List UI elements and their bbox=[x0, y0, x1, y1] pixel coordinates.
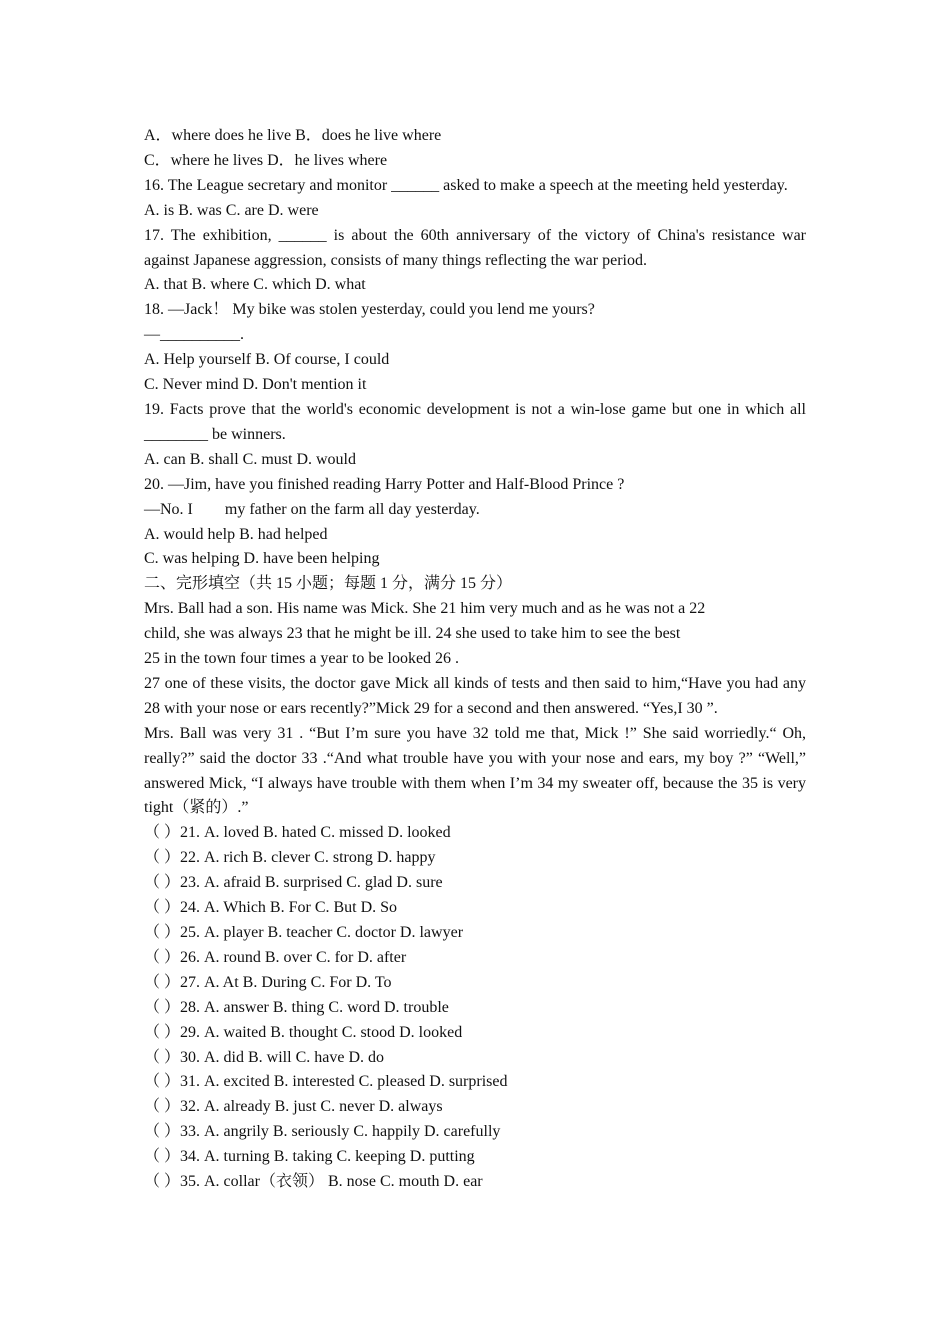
cloze-item: （ ）21. A. loved B. hated C. missed D. looked bbox=[144, 824, 451, 842]
q16-options: A. is B. was C. are D. were bbox=[144, 201, 319, 219]
question-17: 17. The exhibition, ______ is about the 60th anniversary of the victory of China's resistance war against Japanese aggression, consists of many things reflecting the war period. bbox=[144, 226, 806, 269]
cloze-item: （ ）23. A. afraid B. surprised C. glad D. sure bbox=[144, 874, 443, 892]
question-18: 18. —Jack！ My bike was stolen yesterday, could you lend me yours? bbox=[144, 301, 595, 319]
passage-line-1: Mrs. Ball had a son. His name was Mick. She 21 him very much and as he was not a 22 bbox=[144, 600, 706, 618]
q20-options-a: A. would help B. had helped bbox=[144, 525, 328, 543]
cloze-item: （ ）28. A. answer B. thing C. word D. trouble bbox=[144, 998, 449, 1016]
cloze-item: （ ）30. A. did B. will C. have D. do bbox=[144, 1048, 384, 1066]
cloze-item: （ ）25. A. player B. teacher C. doctor D. lawyer bbox=[144, 924, 464, 941]
cloze-item: （ ）33. A. angrily B. seriously C. happily D. carefully bbox=[144, 1123, 501, 1141]
document-page bbox=[144, 124, 806, 1195]
question-20: 20. —Jim, have you finished reading Harry Potter and Half-Blood Prince ? bbox=[144, 475, 625, 493]
cloze-item: （ ）34. A. turning B. taking C. keeping D. putting bbox=[144, 1148, 475, 1166]
question-16: 16. The League secretary and monitor ______ asked to make a speech at the meeting held yesterday. bbox=[144, 176, 788, 194]
cloze-item: （ ）24. A. Which B. For C. But D. So bbox=[144, 899, 398, 917]
question-19: 19. Facts prove that the world's economic development is not a win-lose game but one in which all ________ be winners. bbox=[144, 400, 806, 443]
q18-options-a: A. Help yourself B. Of course, I could bbox=[144, 351, 390, 369]
passage-paragraph-3: Mrs. Ball was very 31 . “But I’m sure you have 32 told me that, Mick !” She said worriedly.“ Oh, really?” said the doctor 33 .“And what trouble have you with your nose and ears, my boy ?” “Well,” answered Mick, “I always have trouble with them when I’m 34 my sweater off, because the 35 is very tight（紧的）.” bbox=[144, 724, 806, 817]
passage-line-3: 25 in the town four times a year to be looked 26 . bbox=[144, 650, 460, 668]
cloze-item: （ ）31. A. excited B. interested C. pleased D. surprised bbox=[144, 1073, 508, 1091]
cloze-answer-list bbox=[144, 821, 806, 1195]
cloze-item: （ ）29. A. waited B. thought C. stood D. looked bbox=[144, 1023, 463, 1041]
q17-options: A. that B. where C. which D. what bbox=[144, 276, 366, 294]
cloze-item: （ ）35. A. collar（衣领） B. nose C. mouth D. ear bbox=[144, 1173, 483, 1191]
q20-reply: —No. I my father on the farm all day yesterday. bbox=[144, 500, 480, 518]
q18-reply: —__________. bbox=[144, 326, 244, 344]
cloze-item: （ ）27. A. At B. During C. For D. To bbox=[144, 973, 392, 991]
section-heading-cloze: 二、完形填空（共 15 小题；每题 1 分，满分 15 分） bbox=[144, 575, 513, 593]
cloze-item: （ ）22. A. rich B. clever C. strong D. happy bbox=[144, 849, 436, 867]
passage-line-2: child, she was always 23 that he might be ill. 24 she used to take him to see the best bbox=[144, 625, 681, 643]
q20-options-b: C. was helping D. have been helping bbox=[144, 550, 380, 568]
cloze-item: （ ）32. A. already B. just C. never D. always bbox=[144, 1098, 443, 1116]
q18-options-b: C. Never mind D. Don't mention it bbox=[144, 376, 367, 394]
q19-options: A. can B. shall C. must D. would bbox=[144, 450, 356, 468]
q15-options-a: A．where does he live B．does he live where bbox=[144, 127, 442, 144]
q15-options-b: C．where he lives D．he lives where bbox=[144, 151, 388, 169]
passage-paragraph-2: 27 one of these visits, the doctor gave Mick all kinds of tests and then said to him,“Have you had any 28 with your nose or ears recently?”Mick 29 for a second and then answered. “Yes,I 30 ”. bbox=[144, 674, 806, 717]
cloze-item: （ ）26. A. round B. over C. for D. after bbox=[144, 948, 407, 966]
